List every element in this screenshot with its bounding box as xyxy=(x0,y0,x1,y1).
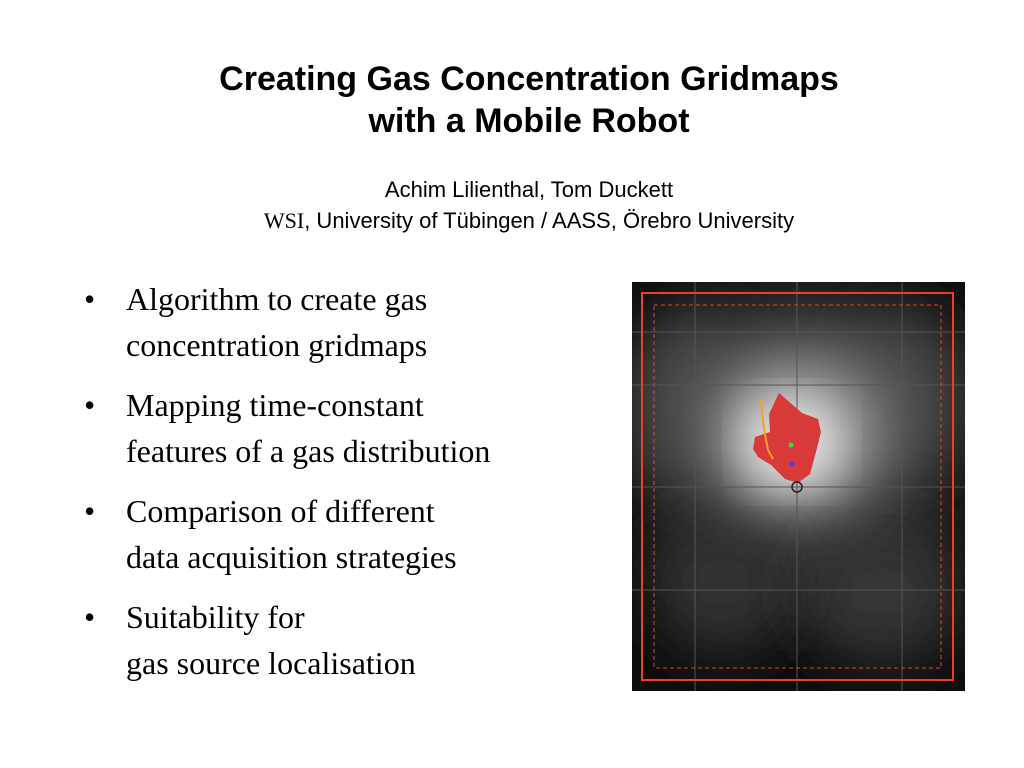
slide-title xyxy=(0,58,1024,142)
gas-gridmap-figure xyxy=(632,282,965,691)
bullet-item xyxy=(84,594,604,686)
green-marker-icon xyxy=(789,443,794,448)
author-names: Achim Lilienthal, Tom Duckett xyxy=(384,177,674,202)
bullet-item xyxy=(84,276,604,368)
blue-marker-icon xyxy=(790,462,795,467)
bullet-item xyxy=(84,382,604,474)
gridmap-image xyxy=(632,282,965,691)
bullet-line: features of a gas distribution xyxy=(126,433,491,469)
bullet-line: Mapping time-constant xyxy=(126,387,424,423)
bullet-icon: • xyxy=(84,493,96,529)
affiliation xyxy=(0,205,1024,236)
bullet-icon: • xyxy=(84,387,96,423)
authors-block xyxy=(0,174,1024,236)
affiliation-prefix: WSI xyxy=(263,208,305,233)
title-line-2: with a Mobile Robot xyxy=(368,102,690,140)
title-line-1: Creating Gas Concentration Gridmaps xyxy=(219,60,839,98)
bullet-item xyxy=(84,488,604,580)
bullet-line: Algorithm to create gas xyxy=(126,281,428,317)
bullet-icon: • xyxy=(84,599,96,635)
bullet-list xyxy=(84,276,604,700)
bullet-line: Comparison of different xyxy=(126,493,435,529)
bullet-line: concentration gridmaps xyxy=(126,327,428,363)
bullet-line: data acquisition strategies xyxy=(126,539,457,575)
bullet-line: gas source localisation xyxy=(126,645,416,681)
affiliation-rest: , University of Tübingen / AASS, Örebro University xyxy=(304,208,795,233)
bullet-line: Suitability for xyxy=(126,599,305,635)
bullet-icon: • xyxy=(84,281,96,317)
